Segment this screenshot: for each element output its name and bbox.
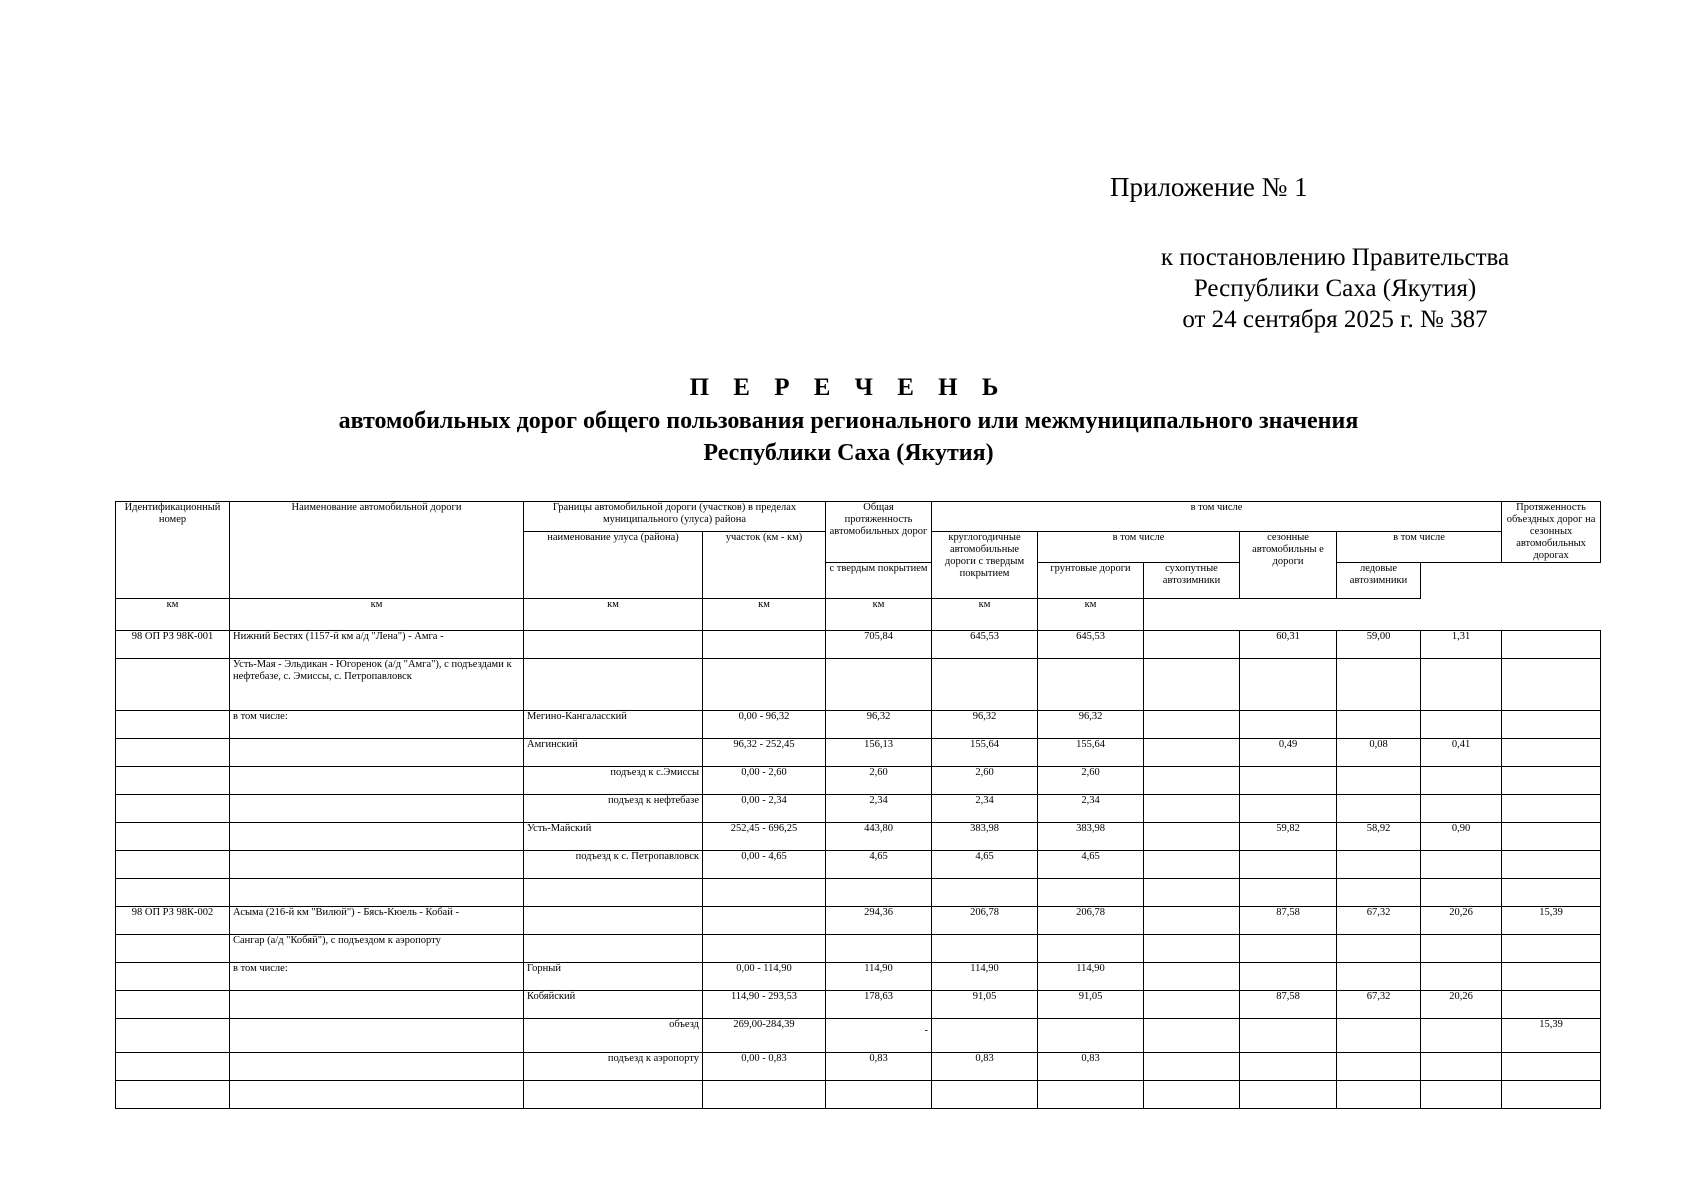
header-dirt: грунтовые дороги <box>1038 563 1144 599</box>
cell-detour <box>1502 1081 1601 1109</box>
cell-ulus: подъезд к с.Эмиссы <box>524 767 703 795</box>
cell-segment <box>703 659 826 711</box>
cell-total: 294,36 <box>826 907 932 935</box>
cell-total: 2,34 <box>826 795 932 823</box>
unit-km: км <box>1038 599 1144 631</box>
cell-ulus <box>524 879 703 907</box>
cell-seasonal <box>1240 795 1337 823</box>
cell-segment: 269,00-284,39 <box>703 1019 826 1053</box>
cell-detour <box>1502 935 1601 963</box>
cell-ice-winter <box>1421 851 1502 879</box>
table-row <box>116 1053 1601 1081</box>
cell-detour <box>1502 991 1601 1019</box>
cell-land-winter <box>1337 1053 1421 1081</box>
cell-ice-winter: 0,90 <box>1421 823 1502 851</box>
cell-total: 0,83 <box>826 1053 932 1081</box>
cell-ice-winter <box>1421 1081 1502 1109</box>
cell-total: - <box>826 1019 932 1053</box>
header-seasonal: сезонные автомобильны е дороги <box>1240 532 1337 599</box>
cell-id <box>116 823 230 851</box>
cell-hard: 155,64 <box>1038 739 1144 767</box>
cell-ice-winter <box>1421 795 1502 823</box>
cell-dirt <box>1144 1081 1240 1109</box>
cell-id <box>116 1053 230 1081</box>
cell-hard: 0,83 <box>1038 1053 1144 1081</box>
cell-seasonal: 60,31 <box>1240 631 1337 659</box>
title-main: П Е Р Е Ч Е Н Ь <box>689 374 1008 401</box>
cell-land-winter: 0,08 <box>1337 739 1421 767</box>
unit-km: км <box>932 599 1038 631</box>
cell-total: 2,60 <box>826 767 932 795</box>
cell-seasonal <box>1240 851 1337 879</box>
cell-dirt <box>1144 1019 1240 1053</box>
cell-segment <box>703 631 826 659</box>
cell-dirt <box>1144 907 1240 935</box>
cell-ice-winter: 1,31 <box>1421 631 1502 659</box>
cell-total: 178,63 <box>826 991 932 1019</box>
cell-dirt <box>1144 631 1240 659</box>
header-land-winter: сухопутные автозимники <box>1144 563 1240 599</box>
table-row <box>116 739 1601 767</box>
cell-ice-winter: 20,26 <box>1421 907 1502 935</box>
cell-ice-winter <box>1421 711 1502 739</box>
cell-dirt <box>1144 991 1240 1019</box>
cell-id <box>116 739 230 767</box>
cell-yearround: 645,53 <box>932 631 1038 659</box>
cell-road-name: Нижний Бестях (1157-й км а/д "Лена") - Амга - <box>230 631 524 659</box>
cell-dirt <box>1144 879 1240 907</box>
cell-road-name <box>230 795 524 823</box>
cell-yearround <box>932 935 1038 963</box>
cell-detour <box>1502 739 1601 767</box>
cell-yearround: 2,34 <box>932 795 1038 823</box>
cell-yearround <box>932 1019 1038 1053</box>
cell-yearround: 383,98 <box>932 823 1038 851</box>
table-row <box>116 711 1601 739</box>
header-bounds: Границы автомобильной дороги (участков) в пределах муниципального (улуса) района <box>524 502 826 532</box>
cell-detour <box>1502 659 1601 711</box>
cell-total <box>826 879 932 907</box>
cell-ulus: Мегино-Кангаласский <box>524 711 703 739</box>
cell-ulus <box>524 907 703 935</box>
cell-yearround <box>932 659 1038 711</box>
table-row <box>116 851 1601 879</box>
cell-id <box>116 1081 230 1109</box>
cell-land-winter <box>1337 1019 1421 1053</box>
cell-ice-winter <box>1421 1053 1502 1081</box>
cell-seasonal <box>1240 1053 1337 1081</box>
cell-seasonal: 87,58 <box>1240 991 1337 1019</box>
cell-segment: 252,45 - 696,25 <box>703 823 826 851</box>
cell-total <box>826 935 932 963</box>
cell-segment: 0,00 - 2,60 <box>703 767 826 795</box>
cell-seasonal: 59,82 <box>1240 823 1337 851</box>
cell-segment: 96,32 - 252,45 <box>703 739 826 767</box>
cell-id <box>116 851 230 879</box>
header-total: Общая протяженность автомобильных дорог <box>826 502 932 563</box>
cell-yearround <box>932 879 1038 907</box>
header-hard: с твердым покрытием <box>826 563 932 599</box>
resolution-line-2: Республики Саха (Якутия) <box>1193 275 1477 302</box>
cell-road-name <box>230 851 524 879</box>
cell-road-name <box>230 767 524 795</box>
cell-dirt <box>1144 963 1240 991</box>
cell-dirt <box>1144 935 1240 963</box>
cell-hard: 114,90 <box>1038 963 1144 991</box>
cell-ulus <box>524 631 703 659</box>
cell-hard <box>1038 1019 1144 1053</box>
table-row <box>116 963 1601 991</box>
header-incl: в том числе <box>932 502 1502 532</box>
cell-id <box>116 711 230 739</box>
cell-total: 705,84 <box>826 631 932 659</box>
cell-hard: 645,53 <box>1038 631 1144 659</box>
cell-ulus: Амгинский <box>524 739 703 767</box>
table-row <box>116 823 1601 851</box>
cell-yearround: 0,83 <box>932 1053 1038 1081</box>
cell-detour <box>1502 631 1601 659</box>
cell-id: 98 ОП РЗ 98К-001 <box>116 631 230 659</box>
header-ice-winter: ледовые автозимники <box>1337 563 1421 599</box>
cell-id <box>116 963 230 991</box>
cell-ulus: Кобяйский <box>524 991 703 1019</box>
cell-yearround: 2,60 <box>932 767 1038 795</box>
cell-segment: 0,00 - 4,65 <box>703 851 826 879</box>
cell-segment <box>703 907 826 935</box>
table-row <box>116 879 1601 907</box>
cell-yearround: 4,65 <box>932 851 1038 879</box>
header-segment: участок (км - км) <box>703 532 826 599</box>
cell-id <box>116 767 230 795</box>
cell-dirt <box>1144 1053 1240 1081</box>
roads-table <box>115 501 1601 1109</box>
cell-seasonal <box>1240 879 1337 907</box>
cell-land-winter <box>1337 659 1421 711</box>
cell-dirt <box>1144 851 1240 879</box>
cell-total: 156,13 <box>826 739 932 767</box>
cell-ice-winter <box>1421 879 1502 907</box>
cell-detour <box>1502 963 1601 991</box>
cell-land-winter: 67,32 <box>1337 907 1421 935</box>
cell-seasonal <box>1240 711 1337 739</box>
resolution-reference <box>1110 242 1560 335</box>
cell-detour: 15,39 <box>1502 907 1601 935</box>
cell-yearround: 96,32 <box>932 711 1038 739</box>
document-title <box>0 371 1697 469</box>
header-yearround: круглогодичные автомобильные дороги с твердым покрытием <box>932 532 1038 599</box>
cell-seasonal <box>1240 767 1337 795</box>
cell-yearround: 114,90 <box>932 963 1038 991</box>
cell-hard: 4,65 <box>1038 851 1144 879</box>
cell-road-name: в том числе: <box>230 963 524 991</box>
cell-seasonal <box>1240 963 1337 991</box>
header-incl-3: в том числе <box>1337 532 1502 563</box>
cell-seasonal <box>1240 1019 1337 1053</box>
cell-hard <box>1038 1081 1144 1109</box>
table-row <box>116 1019 1601 1053</box>
cell-land-winter <box>1337 963 1421 991</box>
cell-land-winter <box>1337 935 1421 963</box>
cell-ulus: подъезд к аэропорту <box>524 1053 703 1081</box>
table-row <box>116 767 1601 795</box>
cell-segment: 0,00 - 0,83 <box>703 1053 826 1081</box>
cell-ice-winter: 20,26 <box>1421 991 1502 1019</box>
cell-detour <box>1502 795 1601 823</box>
cell-road-name: Усть-Мая - Эльдикан - Югоренок (а/д "Амга"), с подъездами к нефтебазе, с. Эмиссы, с. Петропавловск <box>230 659 524 711</box>
cell-id <box>116 659 230 711</box>
cell-total <box>826 1081 932 1109</box>
cell-total <box>826 659 932 711</box>
cell-segment <box>703 1081 826 1109</box>
cell-detour <box>1502 1053 1601 1081</box>
cell-seasonal: 87,58 <box>1240 907 1337 935</box>
cell-detour: 15,39 <box>1502 1019 1601 1053</box>
cell-ice-winter <box>1421 767 1502 795</box>
cell-seasonal <box>1240 659 1337 711</box>
table-row <box>116 907 1601 935</box>
cell-segment <box>703 935 826 963</box>
cell-detour <box>1502 767 1601 795</box>
cell-land-winter <box>1337 851 1421 879</box>
cell-detour <box>1502 823 1601 851</box>
cell-ulus: подъезд к с. Петропавловск <box>524 851 703 879</box>
cell-id <box>116 1019 230 1053</box>
cell-road-name <box>230 1053 524 1081</box>
header-name: Наименование автомобильной дороги <box>230 502 524 599</box>
unit-km: км <box>230 599 524 631</box>
cell-land-winter <box>1337 711 1421 739</box>
cell-ulus: объезд <box>524 1019 703 1053</box>
unit-km: км <box>826 599 932 631</box>
cell-id <box>116 935 230 963</box>
cell-ulus: Усть-Майский <box>524 823 703 851</box>
table-row <box>116 1081 1601 1109</box>
table-row <box>116 935 1601 963</box>
appendix-label: Приложение № 1 <box>1110 172 1308 202</box>
cell-detour <box>1502 879 1601 907</box>
cell-yearround: 155,64 <box>932 739 1038 767</box>
cell-id <box>116 795 230 823</box>
unit-km: км <box>703 599 826 631</box>
cell-hard <box>1038 659 1144 711</box>
cell-segment: 114,90 - 293,53 <box>703 991 826 1019</box>
cell-dirt <box>1144 767 1240 795</box>
cell-hard: 206,78 <box>1038 907 1144 935</box>
cell-total: 96,32 <box>826 711 932 739</box>
table-row <box>116 991 1601 1019</box>
cell-road-name: Асыма (216-й км "Вилюй") - Бясь-Кюель - Кобай - <box>230 907 524 935</box>
cell-id: 98 ОП РЗ 98К-002 <box>116 907 230 935</box>
cell-hard: 2,34 <box>1038 795 1144 823</box>
cell-ulus: подъезд к нефтебазе <box>524 795 703 823</box>
cell-land-winter: 67,32 <box>1337 991 1421 1019</box>
table-row <box>116 631 1601 659</box>
cell-yearround: 206,78 <box>932 907 1038 935</box>
table-row <box>116 795 1601 823</box>
cell-land-winter <box>1337 1081 1421 1109</box>
cell-yearround: 91,05 <box>932 991 1038 1019</box>
cell-road-name <box>230 823 524 851</box>
cell-segment: 0,00 - 96,32 <box>703 711 826 739</box>
cell-land-winter <box>1337 879 1421 907</box>
cell-hard: 96,32 <box>1038 711 1144 739</box>
cell-seasonal <box>1240 935 1337 963</box>
header-id: Идентификационный номер <box>116 502 230 599</box>
cell-dirt <box>1144 795 1240 823</box>
cell-road-name <box>230 879 524 907</box>
header-detour: Протяженность объездных дорог на сезонных автомобильных дорогах <box>1502 502 1601 563</box>
cell-ulus: Горный <box>524 963 703 991</box>
title-line-1: автомобильных дорог общего пользования регионального или межмуниципального значения <box>338 408 1359 434</box>
cell-segment: 0,00 - 114,90 <box>703 963 826 991</box>
cell-road-name <box>230 1019 524 1053</box>
cell-road-name <box>230 1081 524 1109</box>
cell-id <box>116 991 230 1019</box>
resolution-line-3: от 24 сентября 2025 г. № 387 <box>1182 306 1488 333</box>
cell-hard <box>1038 935 1144 963</box>
cell-segment: 0,00 - 2,34 <box>703 795 826 823</box>
cell-land-winter: 58,92 <box>1337 823 1421 851</box>
cell-ice-winter: 0,41 <box>1421 739 1502 767</box>
cell-land-winter <box>1337 767 1421 795</box>
cell-hard: 383,98 <box>1038 823 1144 851</box>
cell-road-name: Сангар (а/д "Кобяй"), с подъездом к аэропорту <box>230 935 524 963</box>
cell-ulus <box>524 659 703 711</box>
cell-total: 114,90 <box>826 963 932 991</box>
unit-km: км <box>116 599 230 631</box>
cell-dirt <box>1144 823 1240 851</box>
cell-road-name: в том числе: <box>230 711 524 739</box>
title-line-2: Республики Саха (Якутия) <box>703 440 994 466</box>
cell-land-winter <box>1337 795 1421 823</box>
cell-ulus <box>524 935 703 963</box>
cell-id <box>116 879 230 907</box>
header-incl-2: в том числе <box>1038 532 1240 563</box>
table-row <box>116 659 1601 711</box>
cell-dirt <box>1144 659 1240 711</box>
cell-road-name <box>230 991 524 1019</box>
cell-segment <box>703 879 826 907</box>
cell-ice-winter <box>1421 935 1502 963</box>
cell-hard <box>1038 879 1144 907</box>
cell-ice-winter <box>1421 659 1502 711</box>
cell-seasonal: 0,49 <box>1240 739 1337 767</box>
cell-seasonal <box>1240 1081 1337 1109</box>
cell-dirt <box>1144 739 1240 767</box>
cell-hard: 91,05 <box>1038 991 1144 1019</box>
unit-km: км <box>524 599 703 631</box>
cell-hard: 2,60 <box>1038 767 1144 795</box>
table-body <box>116 631 1601 1109</box>
cell-detour <box>1502 851 1601 879</box>
cell-dirt <box>1144 711 1240 739</box>
cell-ulus <box>524 1081 703 1109</box>
cell-yearround <box>932 1081 1038 1109</box>
resolution-line-1: к постановлению Правительства <box>1160 244 1510 271</box>
cell-ice-winter <box>1421 1019 1502 1053</box>
header-ulus: наименование улуса (района) <box>524 532 703 599</box>
cell-land-winter: 59,00 <box>1337 631 1421 659</box>
cell-ice-winter <box>1421 963 1502 991</box>
cell-detour <box>1502 711 1601 739</box>
cell-total: 4,65 <box>826 851 932 879</box>
cell-road-name <box>230 739 524 767</box>
cell-total: 443,80 <box>826 823 932 851</box>
